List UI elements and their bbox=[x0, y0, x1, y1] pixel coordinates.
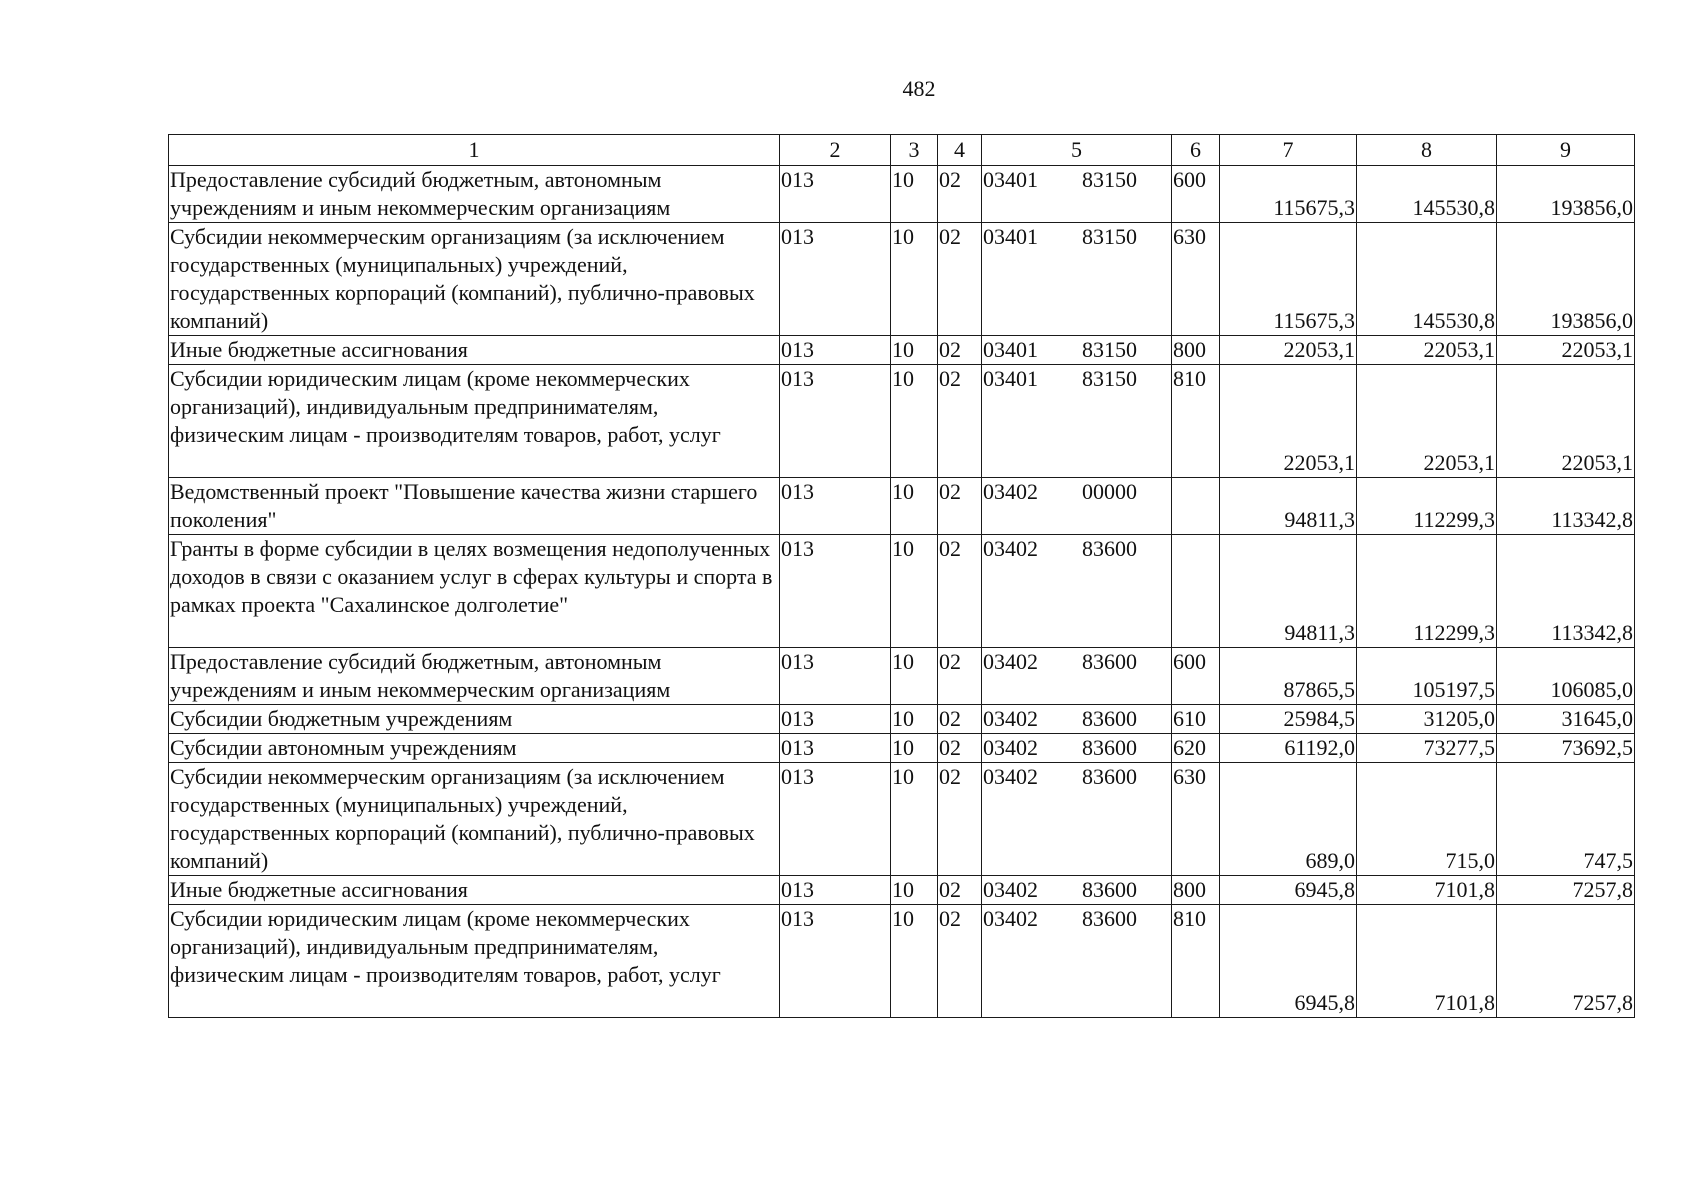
cell-amount-8: 145530,8 bbox=[1357, 166, 1497, 223]
cell-expense-type: 810 bbox=[1172, 905, 1220, 1018]
cell-expense-type bbox=[1172, 478, 1220, 535]
header-cell: 7 bbox=[1220, 135, 1357, 166]
target-article-direction: 83600 bbox=[1082, 906, 1137, 931]
row-name: Субсидии автономным учреждениям bbox=[169, 734, 780, 763]
table-row bbox=[169, 705, 1635, 734]
row-name: Субсидии юридическим лицам (кроме некоммерческих организаций), индивидуальным предпринимателям, физическим лицам - производителям товаров, работ, услуг bbox=[169, 365, 780, 478]
cell-amount-8: 112299,3 bbox=[1357, 535, 1497, 648]
row-name: Иные бюджетные ассигнования bbox=[169, 336, 780, 365]
target-article-direction: 83150 bbox=[1082, 337, 1137, 362]
cell-amount-7: 6945,8 bbox=[1220, 876, 1357, 905]
cell-amount-7: 22053,1 bbox=[1220, 365, 1357, 478]
cell-ministry: 013 bbox=[780, 478, 891, 535]
cell-amount-8: 22053,1 bbox=[1357, 365, 1497, 478]
cell-subsection: 02 bbox=[938, 223, 982, 336]
table-row bbox=[169, 648, 1635, 705]
cell-amount-9: 22053,1 bbox=[1497, 365, 1635, 478]
cell-ministry: 013 bbox=[780, 535, 891, 648]
cell-subsection: 02 bbox=[938, 734, 982, 763]
cell-amount-9: 193856,0 bbox=[1497, 166, 1635, 223]
cell-subsection: 02 bbox=[938, 478, 982, 535]
target-article-direction: 83600 bbox=[1082, 764, 1137, 789]
table-row bbox=[169, 734, 1635, 763]
target-article-program: 03402 bbox=[983, 906, 1038, 931]
cell-amount-7: 61192,0 bbox=[1220, 734, 1357, 763]
row-name: Субсидии юридическим лицам (кроме некоммерческих организаций), индивидуальным предпринимателям, физическим лицам - производителям товаров, работ, услуг bbox=[169, 905, 780, 1018]
target-article-program: 03402 bbox=[983, 877, 1038, 902]
cell-target-article bbox=[982, 336, 1172, 365]
cell-subsection: 02 bbox=[938, 166, 982, 223]
cell-amount-9: 73692,5 bbox=[1497, 734, 1635, 763]
cell-target-article bbox=[982, 876, 1172, 905]
cell-subsection: 02 bbox=[938, 648, 982, 705]
header-cell: 3 bbox=[891, 135, 938, 166]
cell-section: 10 bbox=[891, 876, 938, 905]
cell-ministry: 013 bbox=[780, 763, 891, 876]
target-article-program: 03401 bbox=[983, 337, 1038, 362]
target-article-program: 03401 bbox=[983, 167, 1038, 192]
budget-table bbox=[168, 134, 1635, 1018]
target-article-direction: 83600 bbox=[1082, 649, 1137, 674]
cell-expense-type: 800 bbox=[1172, 336, 1220, 365]
cell-section: 10 bbox=[891, 535, 938, 648]
table-row bbox=[169, 365, 1635, 478]
table-row bbox=[169, 478, 1635, 535]
row-name: Иные бюджетные ассигнования bbox=[169, 876, 780, 905]
cell-subsection: 02 bbox=[938, 535, 982, 648]
cell-expense-type: 600 bbox=[1172, 166, 1220, 223]
cell-expense-type bbox=[1172, 535, 1220, 648]
header-cell: 4 bbox=[938, 135, 982, 166]
row-name: Ведомственный проект "Повышение качества жизни старшего поколения" bbox=[169, 478, 780, 535]
cell-section: 10 bbox=[891, 763, 938, 876]
cell-section: 10 bbox=[891, 905, 938, 1018]
header-cell: 2 bbox=[780, 135, 891, 166]
cell-amount-7: 22053,1 bbox=[1220, 336, 1357, 365]
header-cell: 1 bbox=[169, 135, 780, 166]
header-cell: 8 bbox=[1357, 135, 1497, 166]
cell-amount-8: 7101,8 bbox=[1357, 876, 1497, 905]
table-row bbox=[169, 535, 1635, 648]
cell-expense-type: 630 bbox=[1172, 223, 1220, 336]
cell-expense-type: 610 bbox=[1172, 705, 1220, 734]
header-cell: 5 bbox=[982, 135, 1172, 166]
cell-ministry: 013 bbox=[780, 223, 891, 336]
cell-amount-9: 7257,8 bbox=[1497, 876, 1635, 905]
cell-amount-7: 689,0 bbox=[1220, 763, 1357, 876]
cell-expense-type: 620 bbox=[1172, 734, 1220, 763]
cell-amount-8: 7101,8 bbox=[1357, 905, 1497, 1018]
table-row bbox=[169, 763, 1635, 876]
cell-ministry: 013 bbox=[780, 365, 891, 478]
cell-amount-7: 94811,3 bbox=[1220, 478, 1357, 535]
target-article-program: 03402 bbox=[983, 764, 1038, 789]
cell-amount-9: 7257,8 bbox=[1497, 905, 1635, 1018]
cell-ministry: 013 bbox=[780, 734, 891, 763]
cell-amount-7: 25984,5 bbox=[1220, 705, 1357, 734]
cell-section: 10 bbox=[891, 336, 938, 365]
cell-target-article bbox=[982, 734, 1172, 763]
cell-ministry: 013 bbox=[780, 876, 891, 905]
cell-subsection: 02 bbox=[938, 876, 982, 905]
cell-section: 10 bbox=[891, 166, 938, 223]
cell-target-article bbox=[982, 535, 1172, 648]
target-article-direction: 83600 bbox=[1082, 706, 1137, 731]
table-header-row bbox=[169, 135, 1635, 166]
cell-ministry: 013 bbox=[780, 705, 891, 734]
row-name: Гранты в форме субсидии в целях возмещения недополученных доходов в связи с оказанием услуг в сферах культуры и спорта в рамках проекта "Сахалинское долголетие" bbox=[169, 535, 780, 648]
cell-section: 10 bbox=[891, 734, 938, 763]
cell-expense-type: 810 bbox=[1172, 365, 1220, 478]
cell-expense-type: 630 bbox=[1172, 763, 1220, 876]
cell-subsection: 02 bbox=[938, 705, 982, 734]
cell-section: 10 bbox=[891, 478, 938, 535]
cell-section: 10 bbox=[891, 223, 938, 336]
cell-amount-9: 747,5 bbox=[1497, 763, 1635, 876]
target-article-direction: 83150 bbox=[1082, 366, 1137, 391]
target-article-program: 03402 bbox=[983, 479, 1038, 504]
target-article-program: 03401 bbox=[983, 366, 1038, 391]
cell-target-article bbox=[982, 648, 1172, 705]
page-number: 482 bbox=[902, 76, 936, 101]
header-cell: 9 bbox=[1497, 135, 1635, 166]
row-name: Субсидии некоммерческим организациям (за исключением государственных (муниципальных) учреждений, государственных корпораций (компаний), публично-правовых компаний) bbox=[169, 763, 780, 876]
cell-ministry: 013 bbox=[780, 905, 891, 1018]
cell-section: 10 bbox=[891, 705, 938, 734]
target-article-direction: 83600 bbox=[1082, 877, 1137, 902]
cell-amount-9: 31645,0 bbox=[1497, 705, 1635, 734]
cell-amount-9: 113342,8 bbox=[1497, 478, 1635, 535]
cell-section: 10 bbox=[891, 648, 938, 705]
cell-amount-8: 22053,1 bbox=[1357, 336, 1497, 365]
cell-ministry: 013 bbox=[780, 648, 891, 705]
cell-subsection: 02 bbox=[938, 336, 982, 365]
cell-amount-8: 112299,3 bbox=[1357, 478, 1497, 535]
table-row bbox=[169, 223, 1635, 336]
target-article-direction: 83600 bbox=[1082, 536, 1137, 561]
cell-amount-8: 73277,5 bbox=[1357, 734, 1497, 763]
target-article-direction: 83600 bbox=[1082, 735, 1137, 760]
cell-subsection: 02 bbox=[938, 763, 982, 876]
cell-amount-8: 145530,8 bbox=[1357, 223, 1497, 336]
target-article-program: 03402 bbox=[983, 706, 1038, 731]
cell-amount-9: 106085,0 bbox=[1497, 648, 1635, 705]
table-row bbox=[169, 905, 1635, 1018]
cell-expense-type: 600 bbox=[1172, 648, 1220, 705]
table-row bbox=[169, 876, 1635, 905]
cell-amount-7: 87865,5 bbox=[1220, 648, 1357, 705]
cell-target-article bbox=[982, 705, 1172, 734]
cell-target-article bbox=[982, 365, 1172, 478]
cell-amount-8: 31205,0 bbox=[1357, 705, 1497, 734]
cell-subsection: 02 bbox=[938, 905, 982, 1018]
cell-section: 10 bbox=[891, 365, 938, 478]
target-article-program: 03402 bbox=[983, 735, 1038, 760]
cell-amount-8: 105197,5 bbox=[1357, 648, 1497, 705]
target-article-direction: 00000 bbox=[1082, 479, 1137, 504]
cell-amount-9: 22053,1 bbox=[1497, 336, 1635, 365]
cell-subsection: 02 bbox=[938, 365, 982, 478]
cell-target-article bbox=[982, 763, 1172, 876]
cell-target-article bbox=[982, 166, 1172, 223]
cell-ministry: 013 bbox=[780, 166, 891, 223]
cell-amount-9: 193856,0 bbox=[1497, 223, 1635, 336]
cell-amount-9: 113342,8 bbox=[1497, 535, 1635, 648]
table-row bbox=[169, 166, 1635, 223]
row-name: Предоставление субсидий бюджетным, автономным учреждениям и иным некоммерческим организациям bbox=[169, 648, 780, 705]
cell-amount-7: 115675,3 bbox=[1220, 223, 1357, 336]
cell-amount-8: 715,0 bbox=[1357, 763, 1497, 876]
cell-amount-7: 6945,8 bbox=[1220, 905, 1357, 1018]
cell-amount-7: 115675,3 bbox=[1220, 166, 1357, 223]
cell-target-article bbox=[982, 223, 1172, 336]
row-name: Субсидии бюджетным учреждениям bbox=[169, 705, 780, 734]
cell-amount-7: 94811,3 bbox=[1220, 535, 1357, 648]
header-cell: 6 bbox=[1172, 135, 1220, 166]
cell-target-article bbox=[982, 478, 1172, 535]
row-name: Субсидии некоммерческим организациям (за исключением государственных (муниципальных) учреждений, государственных корпораций (компаний), публично-правовых компаний) bbox=[169, 223, 780, 336]
target-article-direction: 83150 bbox=[1082, 167, 1137, 192]
table-row bbox=[169, 336, 1635, 365]
cell-expense-type: 800 bbox=[1172, 876, 1220, 905]
target-article-program: 03401 bbox=[983, 224, 1038, 249]
cell-target-article bbox=[982, 905, 1172, 1018]
target-article-program: 03402 bbox=[983, 536, 1038, 561]
target-article-direction: 83150 bbox=[1082, 224, 1137, 249]
row-name: Предоставление субсидий бюджетным, автономным учреждениям и иным некоммерческим организациям bbox=[169, 166, 780, 223]
target-article-program: 03402 bbox=[983, 649, 1038, 674]
cell-ministry: 013 bbox=[780, 336, 891, 365]
